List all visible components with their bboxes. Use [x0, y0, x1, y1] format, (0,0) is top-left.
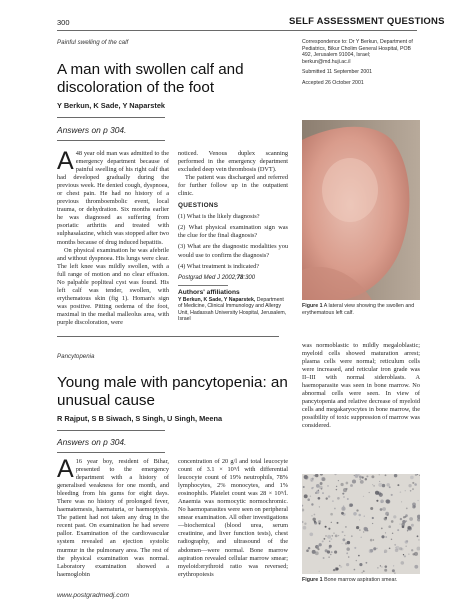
article2-figure-label: Figure 1: [302, 577, 323, 583]
article2-answers-rule-bottom: [57, 452, 165, 453]
article1-dropcap: A: [57, 147, 74, 175]
question-3: (3) What are the diagnostic modalities you would use to confirm the diagnosis?: [178, 243, 288, 259]
article2-figure-photo: [302, 474, 420, 574]
article1-figure-caption: [302, 303, 420, 317]
affiliations-rule: [178, 285, 228, 286]
questions-heading: QUESTIONS: [178, 202, 219, 210]
affiliations-names: Y Berkun, K Sade, Y Naparstek,: [178, 296, 256, 303]
article1-figure-photo: [302, 120, 420, 300]
bone-marrow-smear-illustration: [302, 474, 420, 574]
article1-para-1-text: 48 year old man was admitted to the emergency department because of painful swelling of his right calf that had developed gradually during the previous week. He denied cough, dyspnoea, or chest pain. He had no history of a previous thromboembolic event, local trauma, or dehydration. Six months earlier he was diagnosed as suffering from psoriatic arthritis and treated with sulphasalazine, which was stopped after two months because of drug induced hepatitis.: [57, 150, 169, 246]
question-1: (1) What is the likely diagnosis?: [178, 213, 260, 221]
submitted-date: Submitted 11 September 2001: [302, 69, 372, 76]
article-divider: [57, 336, 279, 337]
article1-figure-caption-text: A lateral view showing the swollen and erythematous left calf.: [302, 303, 415, 316]
article1-column-2: [178, 150, 288, 323]
article1-para-1: [57, 147, 169, 247]
article2-figure-caption-text: Bone marrow aspiration smear.: [322, 577, 398, 583]
article1-correspondence: [302, 39, 420, 87]
page-number: 300: [57, 18, 70, 27]
footer-url: www.postgradmedj.com: [57, 592, 130, 599]
article1-answers-note: Answers on p 304.: [57, 125, 127, 135]
correspondence-text: Correspondence to: Dr Y Berkun, Department of Pediatrics, Bikur Cholim General Hospital, POB 492, Jerusalem 91004, Israel; berkun@md.huji.ac.il: [302, 39, 413, 65]
article2-section-label: Pancytopenia: [57, 353, 95, 360]
article2-col3-para-1: was normoblastic to mildly megaloblastic; myeloid cells showed maturation arrest; plasma cells were normal; reticulum cells were increased, and reticular iron grade was II–III with normal sideroblasts. A haemoparasite was seen in bone marrow. No abnormal cells were seen. In view of pancytopenia and relative decrease of myeloid cells and megakaryocytes in bone marrow, the possibility of toxic suppression of marrow was considered.: [302, 342, 420, 430]
affiliations-heading: Authors' affiliations: [178, 288, 240, 296]
accepted-date: Accepted 26 October 2001: [302, 79, 364, 86]
article1-figure-label: Figure 1: [302, 303, 323, 309]
article1-col2-para-1: noticed. Venous duplex scanning performed in the emergency department excluded deep vein thrombosis (DVT).: [178, 150, 288, 174]
article2-title: [57, 374, 292, 410]
article1-title-line2: discoloration of the foot: [57, 79, 215, 96]
citation-year: 2002;: [220, 274, 237, 281]
article2-column-2: [178, 458, 288, 579]
article2-title-line1: Young male with pancytopenia: an: [57, 374, 288, 391]
article1-answers-rule-bottom: [57, 140, 165, 141]
article1-section-label: Painful swelling of the calf: [57, 39, 129, 46]
article2-title-line2: unusual cause: [57, 392, 155, 409]
article2-answers-rule-top: [57, 430, 165, 431]
affiliations-dept: Department of Medicine, Clinical Immunology and Allergy Unit, Hadassah University Hospital, Jerusalem, Israel: [178, 296, 287, 323]
citation-volume: 78: [236, 274, 244, 281]
article2-para-1: [57, 455, 169, 579]
calf-photo-illustration: [302, 120, 420, 300]
article2-dropcap: A: [57, 455, 74, 483]
question-4: (4) What treatment is indicated?: [178, 262, 260, 270]
citation-journal: Postgrad Med J: [178, 274, 221, 281]
header-rule: [57, 30, 417, 31]
article2-column-1: [57, 455, 169, 579]
article1-title-line1: A man with swollen calf and: [57, 61, 244, 78]
question-2: (2) What physical examination sign was the clue for the final diagnosis?: [178, 224, 288, 240]
affiliations-text: [178, 297, 288, 323]
article1-para-2: On physical examination he was afebrile and without dyspnoea. His lungs were clear. The left knee was mildly swollen, with a full range of motion and no clear effusion. No palpable popliteal cyst was found. His left calf was tender, swollen, with erythematous skin (fig 1). Homan's sign was positive. Pitting oedema of the foot, maximal in the medial malleolus area, with purple discoloration, were: [57, 246, 169, 326]
citation: [178, 274, 288, 282]
article1-title: [57, 61, 287, 97]
running-head: SELF ASSESSMENT QUESTIONS: [289, 16, 445, 27]
article1-col2-para-2: The patient was discharged and referred for further follow up in the outpatient clinic.: [178, 174, 288, 198]
article2-para-1-text: 16 year boy, resident of Bihar, presented to the emergency department with a history of generalised weakness for one month, and bleeding from his gums for eight days. There was no history of prolonged fever, haematemesis, haematuria, or haemoptysis. The patient had not taken any drug in the recent past. On examination he had severe pallor. Examination of the cardiovascular system revealed an ejection systolic murmur in the pulmonary area. The rest of the physical examination was normal. Laboratory examination showed a haemoglobin: [57, 458, 169, 578]
article2-figure-caption: [302, 577, 420, 584]
article1-column-1: [57, 147, 169, 327]
article1-answers-rule-top: [57, 117, 165, 118]
article2-answers-note: Answers on p 304.: [57, 437, 127, 447]
article1-authors: Y Berkun, K Sade, Y Naparstek: [57, 101, 166, 110]
citation-pages: :300: [243, 274, 256, 281]
article2-column-3: [302, 342, 420, 431]
article2-col2-para-1: concentration of 20 g/l and total leucocyte count of 3.1 × 10⁹/l with differential leucocyte count of 19% neutrophils, 78% lymphocytes, 2% monocytes, and 1% eosinophils. Platelet count was 28 × 10⁹/l. Anaemia was normocytic normochromic. No haemoparasites were seen on peripheral smear examination. All other investigations—biochemical (blood urea, serum creatinine, and liver function tests), chest radiography, and ultrasound of the abdomen—were normal. Bone marrow aspiration revealed cellular marrow smear; myeloid:erythroid ratio was reversed; erythropoiesis: [178, 458, 288, 578]
article2-authors: R Rajput, S B Siwach, S Singh, U Singh, Meena: [57, 414, 223, 423]
